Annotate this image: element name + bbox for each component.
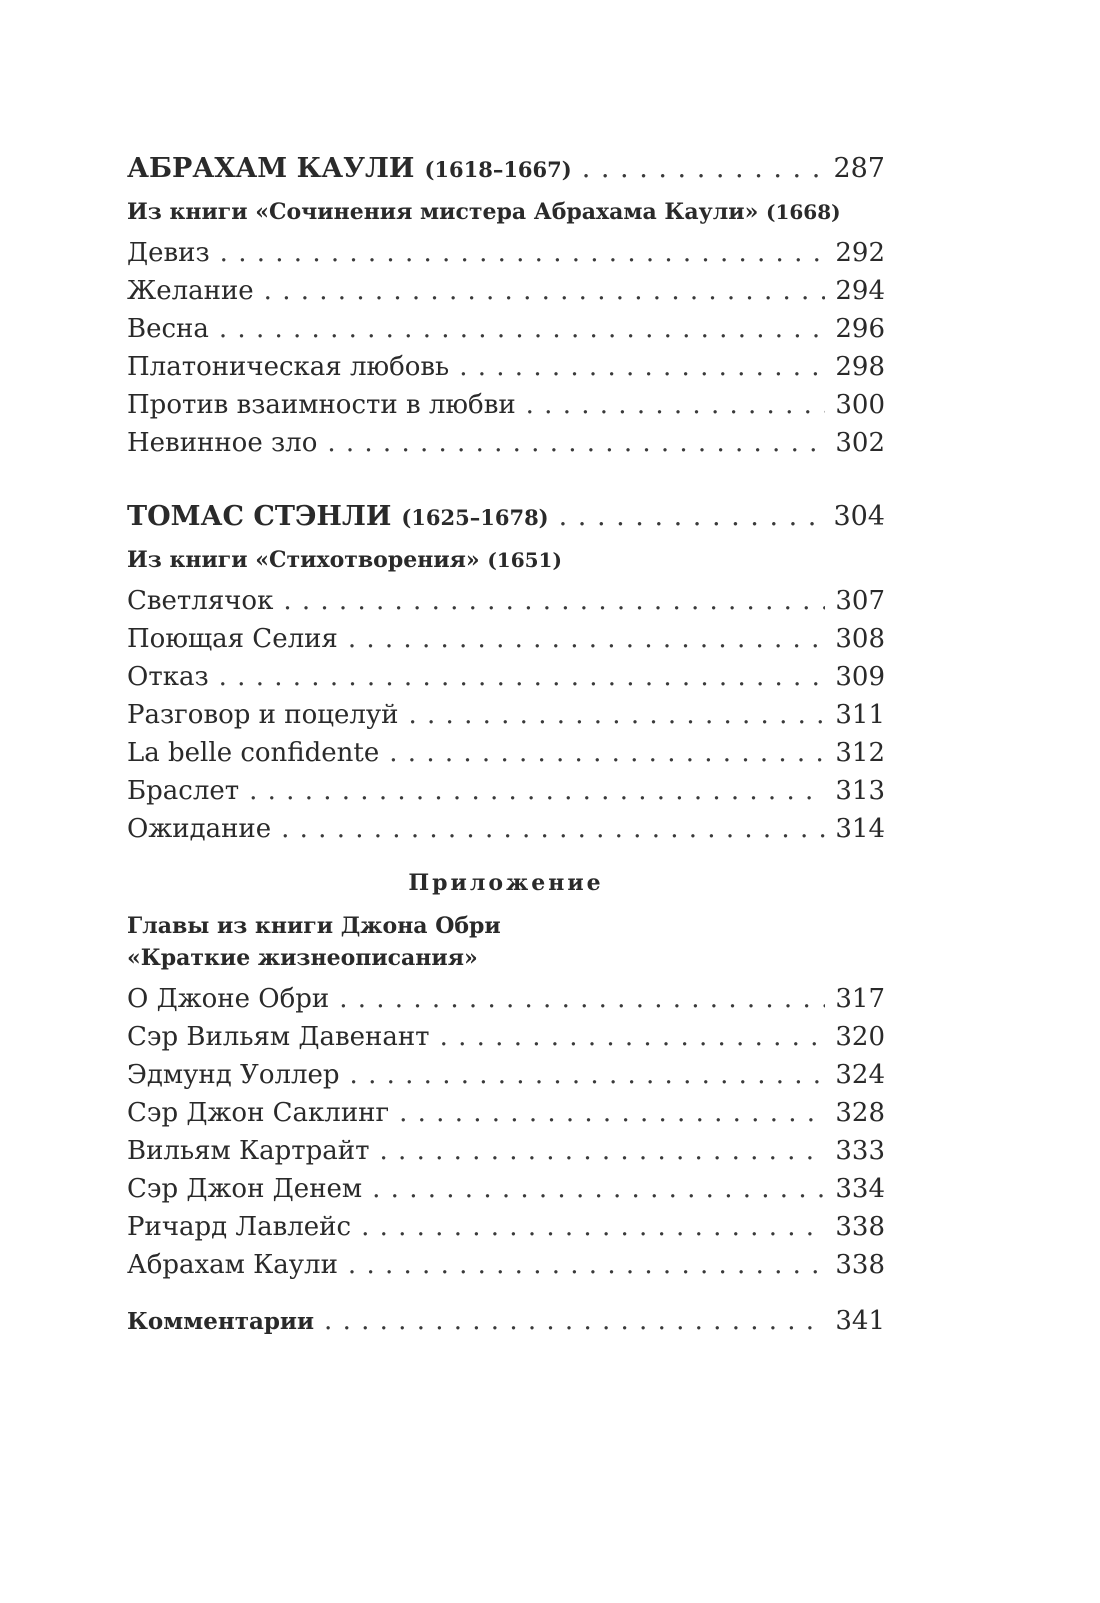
leader-dots	[459, 348, 825, 386]
page-number: 311	[835, 700, 885, 730]
toc-entry	[127, 1132, 885, 1170]
toc-entry	[127, 658, 885, 696]
toc-entry	[127, 1094, 885, 1132]
chapters-heading-line: Главы из книги Джона Обри	[127, 913, 501, 939]
book-year: (1651)	[487, 548, 562, 572]
page-number: 314	[835, 814, 885, 844]
toc-entry	[127, 620, 885, 658]
author-years: (1618–1667)	[424, 157, 572, 182]
entry-list	[127, 980, 885, 1284]
toc-entry	[127, 734, 885, 772]
entry-title: Абрахам Каули	[127, 1250, 338, 1280]
entry-list	[127, 234, 885, 462]
page-number: 313	[835, 776, 885, 806]
toc-entry	[127, 810, 885, 848]
toc-entry	[127, 424, 885, 462]
toc-entry	[127, 696, 885, 734]
book-title: Из книги «Стихотворения»	[127, 547, 480, 573]
leader-dots	[372, 1170, 825, 1208]
leader-dots	[399, 1094, 825, 1132]
entry-title: La belle confidente	[127, 738, 380, 768]
author-heading	[127, 496, 885, 538]
book-heading	[127, 544, 885, 576]
entry-list	[127, 582, 885, 848]
toc-entry	[127, 310, 885, 348]
leader-dots	[559, 496, 824, 538]
page-number: 307	[835, 586, 885, 616]
toc-entry	[127, 1056, 885, 1094]
toc-entry	[127, 234, 885, 272]
leader-dots	[324, 1302, 825, 1340]
page-number: 338	[835, 1250, 885, 1280]
entry-title: Браслет	[127, 776, 240, 806]
page-number: 333	[835, 1136, 885, 1166]
page-number: 328	[835, 1098, 885, 1128]
entry-title: Невинное зло	[127, 428, 318, 458]
toc-entry	[127, 272, 885, 310]
leader-dots	[327, 424, 825, 462]
leader-dots	[281, 810, 825, 848]
page-number: 324	[835, 1060, 885, 1090]
entry-title: Эдмунд Уоллер	[127, 1060, 340, 1090]
table-of-contents	[127, 148, 885, 1340]
leader-dots	[582, 148, 824, 190]
book-year: (1668)	[766, 200, 841, 224]
section-spacer	[127, 462, 885, 496]
leader-dots	[361, 1208, 825, 1246]
entry-title: Разговор и поцелуй	[127, 700, 399, 730]
book-heading	[127, 196, 885, 228]
leader-dots	[339, 980, 825, 1018]
leader-dots	[408, 696, 825, 734]
entry-title: Против взаимности в любви	[127, 390, 516, 420]
leader-dots	[526, 386, 826, 424]
leader-dots	[440, 1018, 826, 1056]
chapters-heading-line: «Краткие жизнеописания»	[127, 945, 478, 971]
chapters-heading	[127, 910, 885, 974]
author-years: (1625–1678)	[401, 505, 549, 530]
page-number: 300	[835, 390, 885, 420]
comments-entry	[127, 1302, 885, 1340]
toc-entry	[127, 386, 885, 424]
entry-title: Сэр Вильям Давенант	[127, 1022, 430, 1052]
leader-dots	[249, 772, 825, 810]
comments-label: Комментарии	[127, 1308, 315, 1335]
leader-dots	[348, 620, 826, 658]
toc-entry	[127, 1018, 885, 1056]
entry-title: Платоническая любовь	[127, 352, 450, 382]
leader-dots	[220, 234, 826, 272]
page-number: 338	[835, 1212, 885, 1242]
leader-dots	[283, 582, 825, 620]
page-number: 309	[835, 662, 885, 692]
page-number: 298	[835, 352, 885, 382]
entry-title: Сэр Джон Денем	[127, 1174, 363, 1204]
toc-entry	[127, 772, 885, 810]
page-number: 320	[835, 1022, 885, 1052]
page-number: 294	[835, 276, 885, 306]
toc-entry	[127, 1208, 885, 1246]
page-number: 304	[833, 501, 885, 532]
entry-title: Ричард Лавлейс	[127, 1212, 352, 1242]
leader-dots	[219, 658, 826, 696]
leader-dots	[380, 1132, 826, 1170]
page-number: 317	[835, 984, 885, 1014]
author-name: ТОМАС СТЭНЛИ	[127, 501, 392, 532]
page-number: 308	[835, 624, 885, 654]
leader-dots	[350, 1056, 826, 1094]
entry-title: Сэр Джон Саклинг	[127, 1098, 390, 1128]
entry-title: Светлячок	[127, 586, 274, 616]
page-number: 302	[835, 428, 885, 458]
entry-title: Весна	[127, 314, 209, 344]
author-heading	[127, 148, 885, 190]
toc-entry	[127, 582, 885, 620]
author-name: АБРАХАМ КАУЛИ	[127, 153, 415, 184]
toc-entry	[127, 348, 885, 386]
page-number: 292	[835, 238, 885, 268]
page-number: 312	[835, 738, 885, 768]
entry-title: Отказ	[127, 662, 209, 692]
leader-dots	[264, 272, 826, 310]
appendix-title: Приложение	[408, 870, 604, 896]
entry-title: Девиз	[127, 238, 210, 268]
page-number: 341	[835, 1306, 885, 1336]
book-title: Из книги «Сочинения мистера Абрахама Каули»	[127, 199, 759, 225]
leader-dots	[389, 734, 825, 772]
page-number: 296	[835, 314, 885, 344]
entry-title: Поющая Селия	[127, 624, 338, 654]
entry-title: Желание	[127, 276, 254, 306]
entry-title: Вильям Картрайт	[127, 1136, 370, 1166]
entry-title: Ожидание	[127, 814, 272, 844]
leader-dots	[348, 1246, 825, 1284]
entry-title: О Джоне Обри	[127, 984, 330, 1014]
page-number: 287	[833, 153, 885, 184]
toc-entry	[127, 1170, 885, 1208]
leader-dots	[219, 310, 825, 348]
toc-entry	[127, 1246, 885, 1284]
page-number: 334	[835, 1174, 885, 1204]
toc-entry	[127, 980, 885, 1018]
